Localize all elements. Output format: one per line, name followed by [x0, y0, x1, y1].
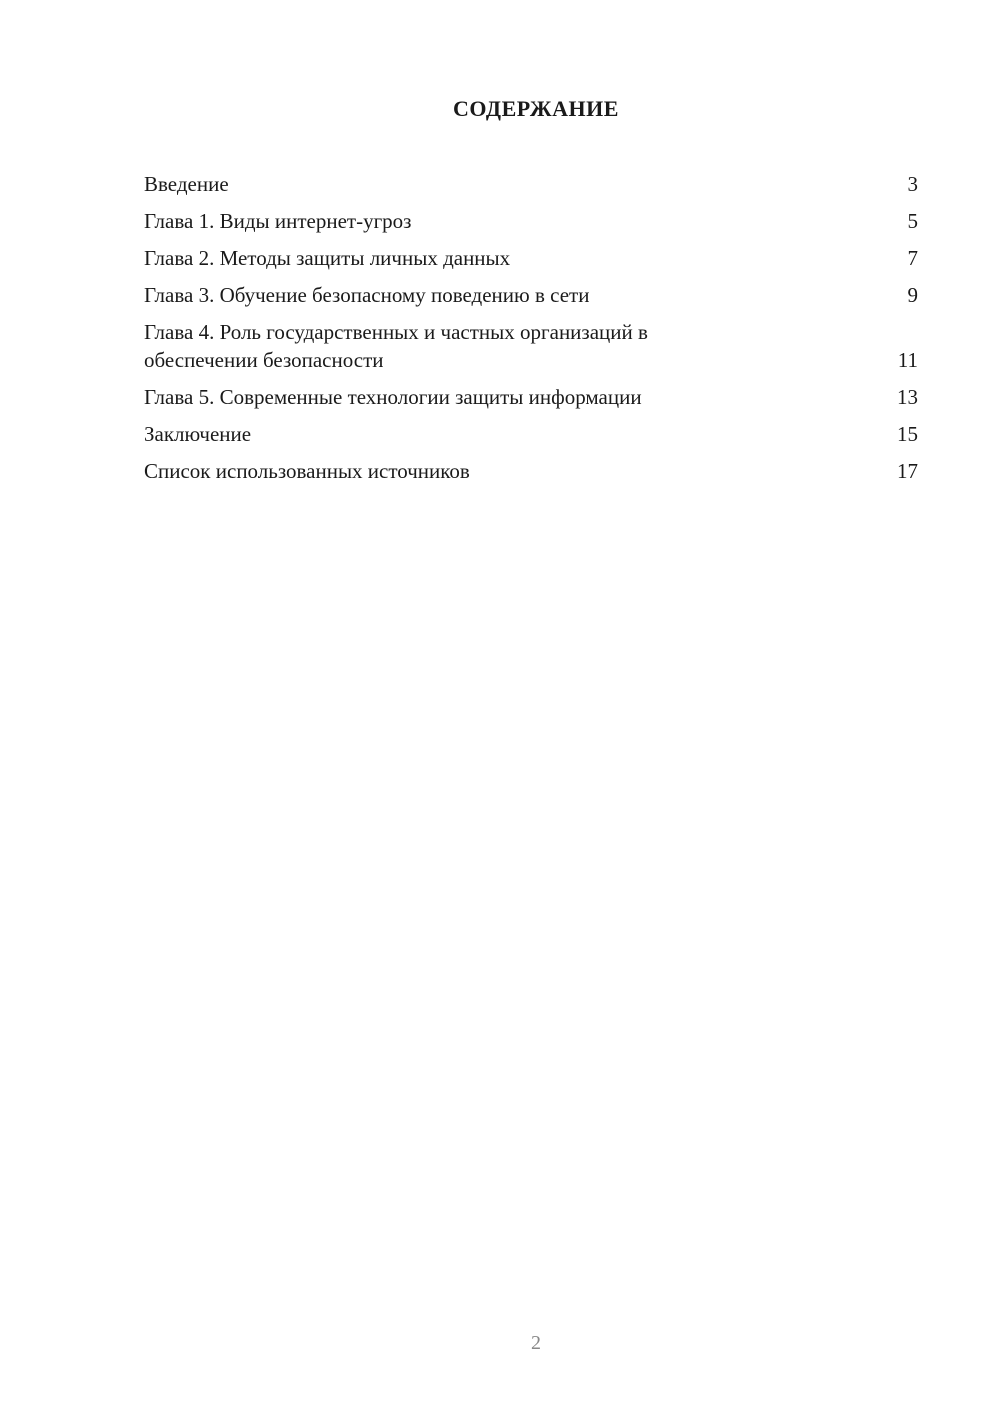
- toc-entry-label: Глава 2. Методы защиты личных данных: [144, 246, 511, 270]
- toc-entry-label: Введение: [144, 172, 229, 196]
- toc-entry-page: 11: [897, 348, 918, 372]
- toc-entry-chapter-3: [144, 281, 918, 309]
- toc-entry-chapter-5: [144, 383, 918, 411]
- page-title: СОДЕРЖАНИЕ: [453, 96, 619, 121]
- toc-entry-page: 17: [897, 459, 918, 483]
- toc-entry-page: 3: [907, 172, 918, 196]
- toc-entry-label: Глава 3. Обучение безопасному поведению в сети: [144, 283, 590, 307]
- toc-entry-introduction: [144, 170, 918, 198]
- toc-entry-chapter-4: [144, 318, 918, 374]
- page-number: 2: [531, 1332, 541, 1354]
- table-of-contents: [144, 170, 918, 494]
- toc-entry-page: 15: [897, 422, 918, 446]
- toc-entry-label: Глава 1. Виды интернет-угроз: [144, 209, 412, 233]
- toc-entry-page: 13: [897, 385, 918, 409]
- toc-entry-page: 9: [907, 283, 918, 307]
- toc-entry-label: Глава 5. Современные технологии защиты информации: [144, 385, 642, 409]
- toc-entry-chapter-2: [144, 244, 918, 272]
- toc-entry-label: Заключение: [144, 422, 252, 446]
- toc-entry-page: 5: [907, 209, 918, 233]
- toc-entry-page: 7: [907, 246, 918, 270]
- toc-entry-conclusion: [144, 420, 918, 448]
- toc-entry-label: Список использованных источников: [144, 459, 470, 483]
- toc-entry-references: [144, 457, 918, 485]
- toc-entry-label: Глава 4. Роль государственных и частных организаций в обеспечении безопасности: [144, 320, 648, 372]
- toc-entry-chapter-1: [144, 207, 918, 235]
